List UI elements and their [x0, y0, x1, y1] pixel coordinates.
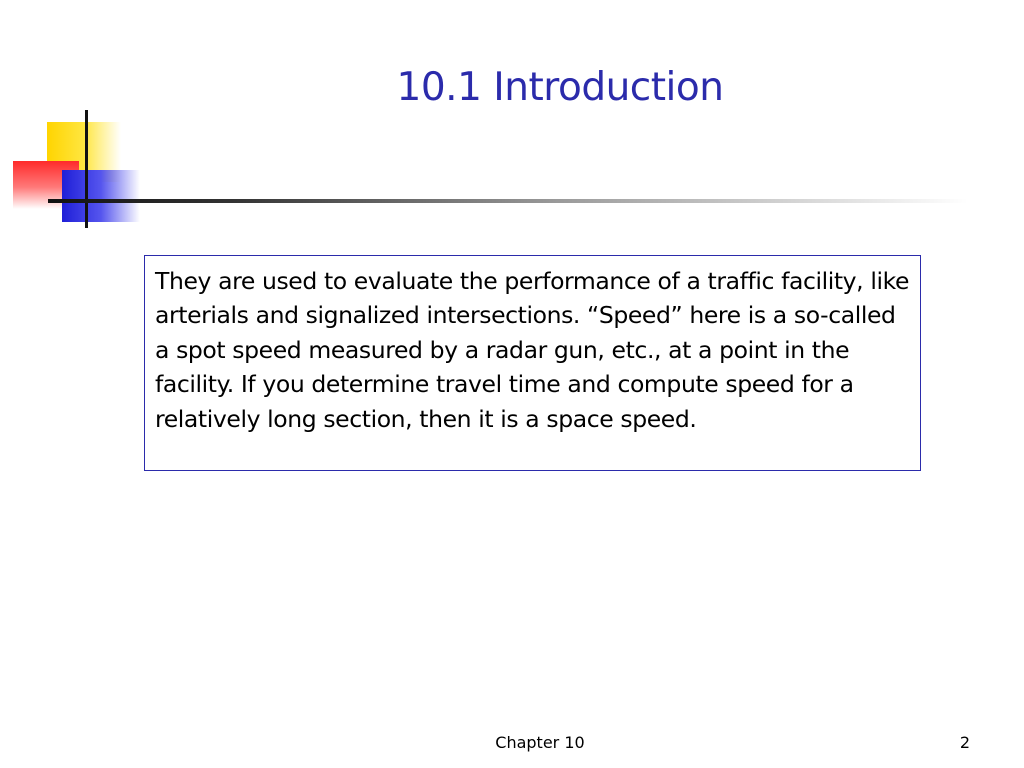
slide-title: 10.1 Introduction: [396, 65, 724, 110]
decorative-logo: [0, 0, 150, 240]
logo-blue-square: [62, 170, 140, 222]
body-text: They are used to evaluate the performance of a traffic facility, like arterials and signalized intersections. “Speed” here is a so-called a spot speed measured by a radar gun, etc., at a point in the facility. If you determine travel time and compute speed for a relatively long section, then it is a space speed.: [155, 267, 910, 433]
title-underline-divider: [48, 199, 968, 203]
page-number: 2: [959, 733, 970, 752]
body-text-box: [144, 255, 921, 471]
logo-vertical-line: [85, 110, 88, 228]
footer-chapter: Chapter 10: [495, 733, 585, 752]
